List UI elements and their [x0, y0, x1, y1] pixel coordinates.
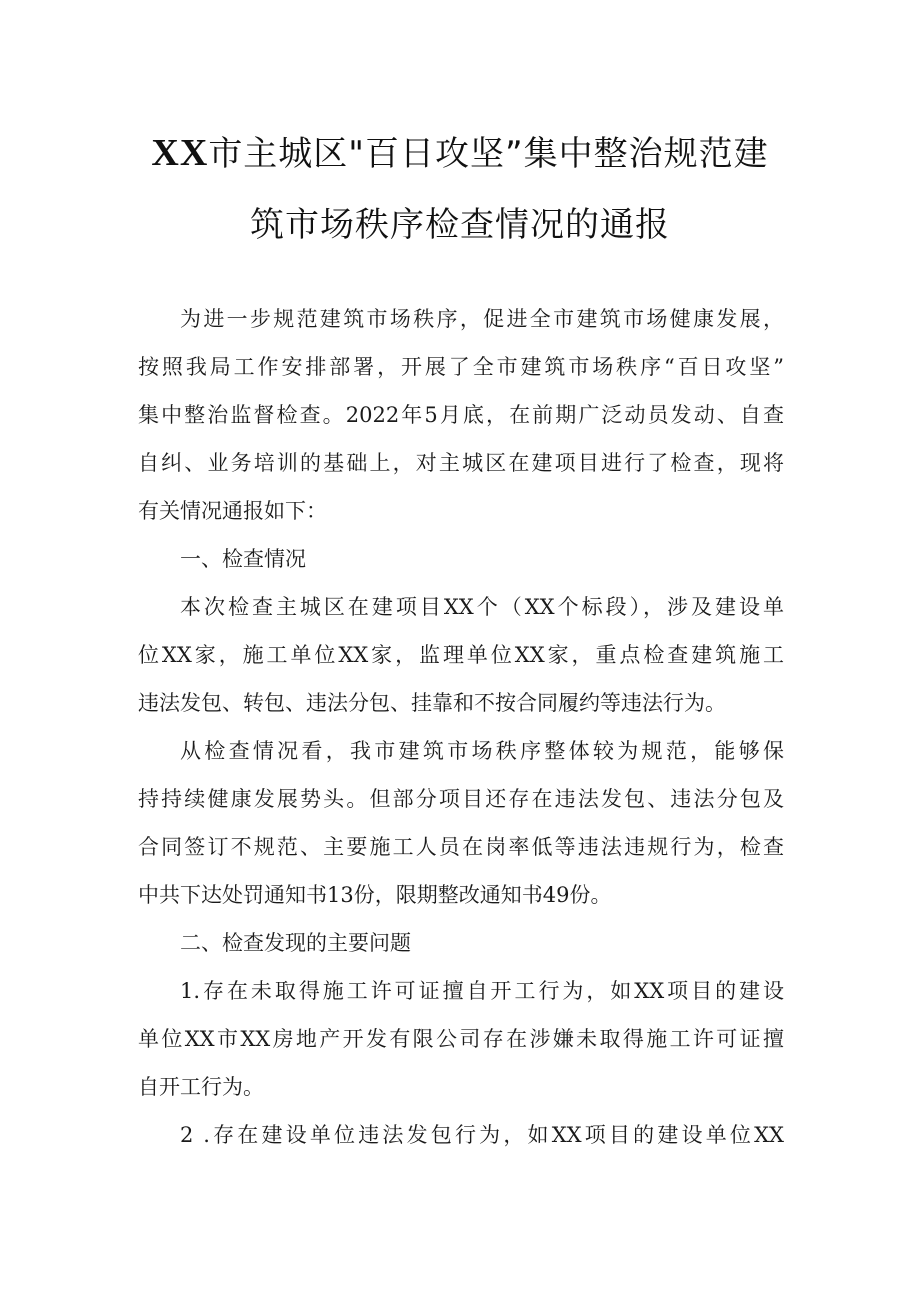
section-heading-text: 二、检查发现的主要问题 — [180, 931, 411, 955]
body-line: 有关情况通报如下： — [138, 499, 327, 523]
section-heading-1 — [138, 535, 784, 583]
section-heading-text: 一、检查情况 — [180, 547, 306, 571]
body-line: 自开工行为。 — [138, 1075, 264, 1099]
problem-item-2 — [138, 1111, 784, 1159]
paragraph-inspection-result — [138, 727, 784, 919]
body-line: 中共下达处罚通知书13份，限期整改通知书49份。 — [138, 883, 612, 907]
document-body — [138, 295, 784, 1159]
body-line: 位XX家，施工单位XX家，监理单位XX家，重点检查建筑施工 — [138, 643, 784, 667]
body-line: 从检查情况看，我市建筑市场秩序整体较为规范，能够保 — [180, 739, 784, 763]
title-line-1-text: 市主城区"百日攻坚”集中整治规范建 — [208, 134, 769, 174]
body-line: 按照我局工作安排部署，开展了全市建筑市场秩序“百日攻坚” — [138, 355, 784, 379]
document-title-line-1 — [0, 126, 920, 175]
title-prefix: XX — [151, 132, 209, 174]
paragraph-intro — [138, 295, 784, 535]
body-line: 1.存在未取得施工许可证擅自开工行为，如XX项目的建设 — [180, 979, 784, 1003]
body-line: 2 .存在建设单位违法发包行为，如XX项目的建设单位XX — [180, 1123, 784, 1147]
body-line: 为进一步规范建筑市场秩序，促进全市建筑市场健康发展， — [180, 307, 784, 331]
document-title-line-2: 筑市场秩序检查情况的通报 — [250, 205, 670, 245]
body-line: 集中整治监督检查。2022年5月底，在前期广泛动员发动、自查 — [138, 403, 784, 427]
paragraph-inspection-scope — [138, 583, 784, 727]
body-line: 违法发包、转包、违法分包、挂靠和不按合同履约等违法行为。 — [138, 691, 726, 715]
body-line: 自纠、业务培训的基础上，对主城区在建项目进行了检查，现将 — [138, 451, 784, 475]
body-line: 合同签订不规范、主要施工人员在岗率低等违法违规行为，检查 — [138, 835, 784, 859]
problem-item-1 — [138, 967, 784, 1111]
section-heading-2 — [138, 919, 784, 967]
body-line: 单位XX市XX房地产开发有限公司存在涉嫌未取得施工许可证擅 — [138, 1027, 784, 1051]
body-line: 持持续健康发展势头。但部分项目还存在违法发包、违法分包及 — [138, 787, 784, 811]
body-line: 本次检查主城区在建项目XX个（XX个标段），涉及建设单 — [180, 595, 784, 619]
